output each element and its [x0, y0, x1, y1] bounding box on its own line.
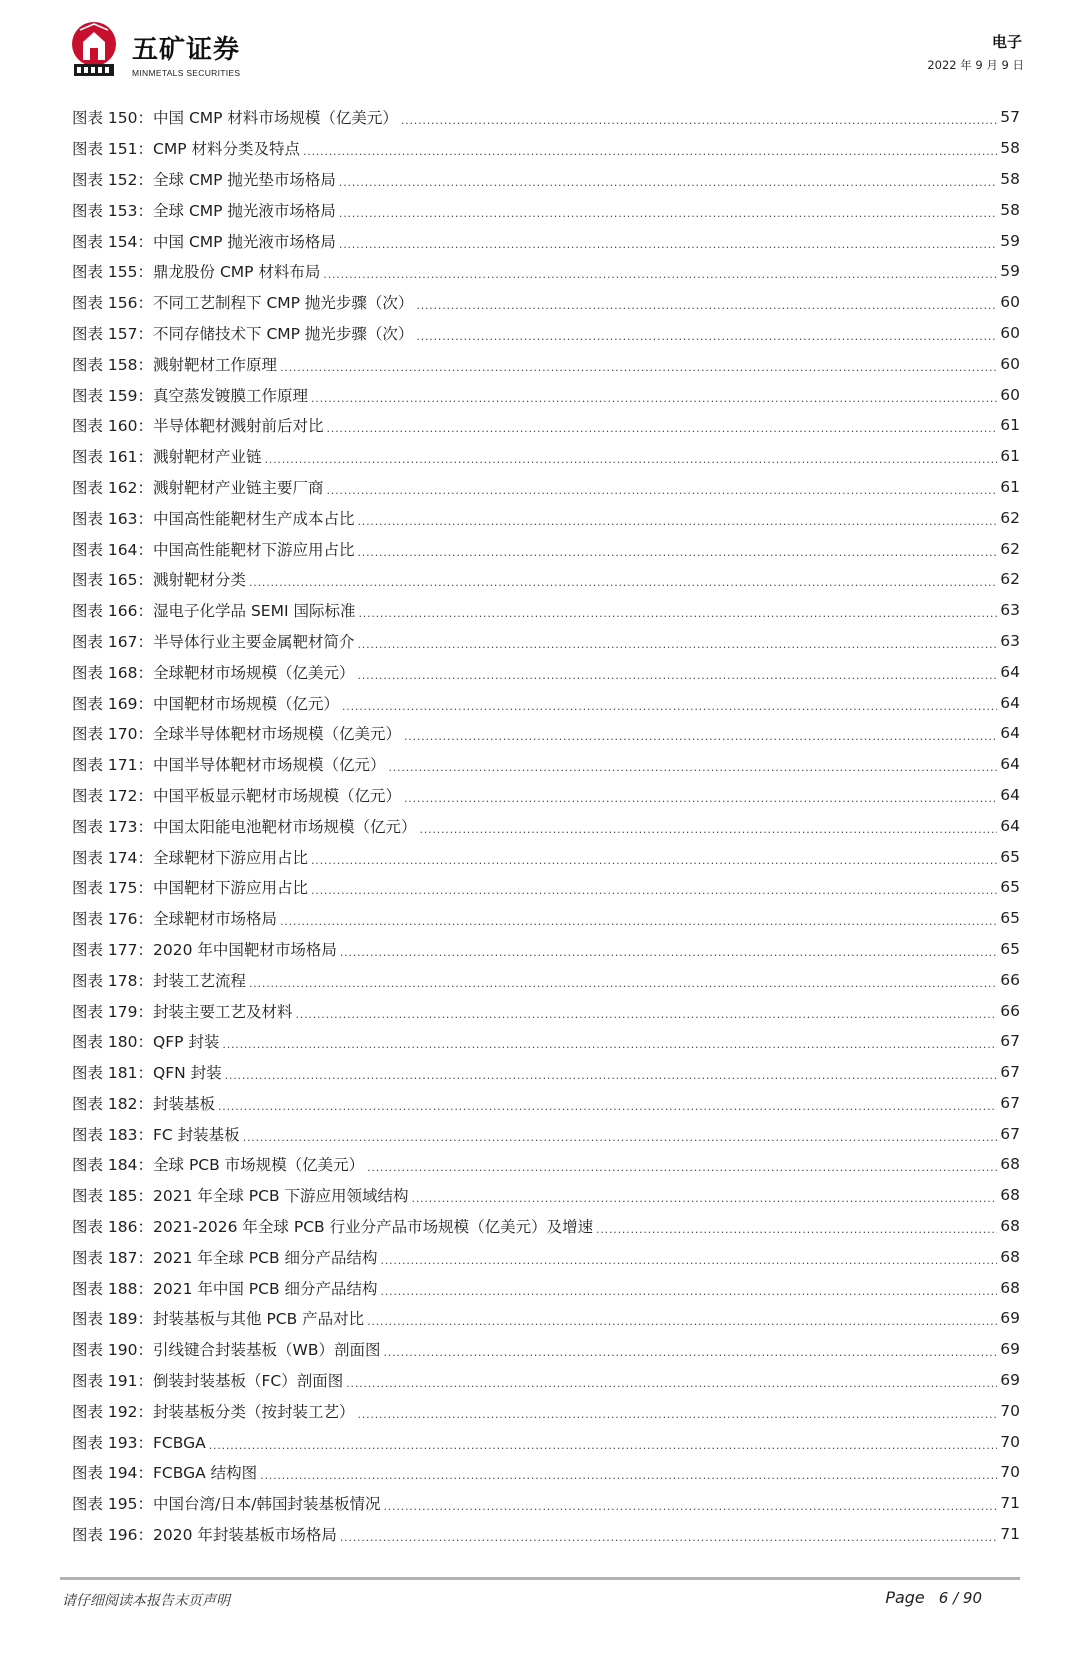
toc-entry-page: 59	[1000, 231, 1020, 250]
toc-dot-leader	[596, 1217, 997, 1235]
report-sector: 电子	[991, 33, 1022, 51]
toc-entry[interactable]	[72, 441, 1020, 472]
toc-entry[interactable]	[72, 1088, 1020, 1119]
toc-entry[interactable]	[72, 1149, 1020, 1180]
toc-dot-leader	[209, 1433, 998, 1451]
toc-entry-label: 图表 195：中国台湾/日本/韩国封装基板情况	[72, 1495, 381, 1514]
toc-entry-label: 图表 196：2020 年封装基板市场格局	[72, 1526, 337, 1545]
toc-dot-leader	[339, 201, 997, 219]
toc-dot-leader	[225, 1063, 998, 1081]
toc-dot-leader	[218, 1094, 997, 1112]
toc-entry[interactable]	[72, 841, 1020, 872]
toc-dot-leader	[340, 1525, 997, 1543]
toc-entry-label: 图表 182：封装基板	[72, 1094, 216, 1113]
toc-entry-page: 68	[1000, 1278, 1020, 1297]
toc-entry[interactable]	[72, 1519, 1020, 1550]
toc-entry[interactable]	[72, 379, 1020, 410]
toc-entry[interactable]	[72, 718, 1020, 749]
toc-entry-label: 图表 172：中国平板显示靶材市场规模（亿元）	[72, 786, 402, 805]
toc-entry[interactable]	[72, 1057, 1020, 1088]
brand-name-en: MINMETALS SECURITIES	[132, 68, 241, 78]
toc-entry-label: 图表 173：中国太阳能电池靶材市场规模（亿元）	[72, 817, 417, 836]
toc-dot-leader	[383, 1340, 997, 1358]
toc-entry-label: 图表 164：中国高性能靶材下游应用占比	[72, 540, 355, 559]
toc-entry-page: 60	[1000, 323, 1020, 342]
toc-entry-page: 69	[1000, 1371, 1020, 1390]
toc-entry-page: 61	[1000, 416, 1020, 435]
toc-entry-page: 58	[1000, 200, 1020, 219]
toc-entry-page: 65	[1000, 939, 1020, 958]
toc-entry-page: 69	[1000, 1309, 1020, 1328]
footer-disclaimer: 请仔细阅读本报告末页声明	[62, 1593, 230, 1609]
toc-entry[interactable]	[72, 749, 1020, 780]
toc-entry-label: 图表 176：全球靶材市场格局	[72, 910, 278, 929]
toc-entry-label: 图表 160：半导体靶材溅射前后对比	[72, 417, 324, 436]
toc-dot-leader	[416, 324, 997, 342]
toc-entry[interactable]	[72, 1026, 1020, 1057]
toc-entry-label: 图表 163：中国高性能靶材生产成本占比	[72, 509, 355, 528]
toc-dot-leader	[367, 1309, 997, 1327]
toc-entry-label: 图表 165：溅射靶材分类	[72, 571, 247, 590]
toc-entry-label: 图表 174：全球靶材下游应用占比	[72, 848, 309, 867]
toc-entry-label: 图表 184：全球 PCB 市场规模（亿美元）	[72, 1156, 365, 1175]
toc-entry[interactable]	[72, 1457, 1020, 1488]
toc-entry-page: 60	[1000, 354, 1020, 373]
toc-dot-leader	[404, 724, 997, 742]
toc-dot-leader	[260, 1463, 997, 1481]
toc-entry-page: 70	[1000, 1401, 1020, 1420]
toc-entry[interactable]	[72, 133, 1020, 164]
toc-entry-page: 71	[1000, 1525, 1020, 1544]
toc-entry-label: 图表 166：湿电子化学品 SEMI 国际标准	[72, 602, 356, 621]
toc-entry-page: 64	[1000, 755, 1020, 774]
toc-entry[interactable]	[72, 1272, 1020, 1303]
toc-entry-label: 图表 179：封装主要工艺及材料	[72, 1002, 293, 1021]
toc-entry-label: 图表 152：全球 CMP 抛光垫市场格局	[72, 170, 336, 189]
toc-dot-leader	[404, 786, 997, 804]
toc-entry-label: 图表 170：全球半导体靶材市场规模（亿美元）	[72, 725, 402, 744]
toc-entry-label: 图表 187：2021 年全球 PCB 细分产品结构	[72, 1248, 378, 1267]
toc-dot-leader	[358, 663, 998, 681]
toc-dot-leader	[358, 632, 998, 650]
toc-entry-label: 图表 161：溅射靶材产业链	[72, 448, 262, 467]
toc-entry-page: 70	[1000, 1463, 1020, 1482]
toc-dot-leader	[389, 755, 998, 773]
minmetals-logo-icon	[68, 20, 120, 80]
toc-dot-leader	[265, 447, 998, 465]
toc-entry-page: 67	[1000, 1032, 1020, 1051]
toc-entry[interactable]	[72, 1241, 1020, 1272]
toc-dot-leader	[381, 1248, 998, 1266]
toc-entry[interactable]	[72, 810, 1020, 841]
toc-dot-leader	[323, 262, 997, 280]
toc-dot-leader	[311, 386, 997, 404]
toc-dot-leader	[383, 1494, 997, 1512]
toc-entry-label: 图表 153：全球 CMP 抛光液市场格局	[72, 201, 336, 220]
toc-dot-leader	[249, 971, 997, 989]
toc-entry-label: 图表 155：鼎龙股份 CMP 材料布局	[72, 263, 321, 282]
toc-entry-page: 62	[1000, 539, 1020, 558]
toc-entry-page: 58	[1000, 139, 1020, 158]
toc-entry-page: 64	[1000, 693, 1020, 712]
toc-dot-leader	[280, 909, 997, 927]
toc-entry-page: 64	[1000, 816, 1020, 835]
toc-entry[interactable]	[72, 595, 1020, 626]
toc-entry[interactable]	[72, 564, 1020, 595]
toc-entry-label: 图表 162：溅射靶材产业链主要厂商	[72, 478, 324, 497]
toc-dot-leader	[311, 848, 997, 866]
toc-entry[interactable]	[72, 410, 1020, 441]
toc-dot-leader	[327, 416, 998, 434]
toc-dot-leader	[358, 1402, 998, 1420]
toc-entry-label: 图表 171：中国半导体靶材市场规模（亿元）	[72, 756, 386, 775]
toc-entry-page: 64	[1000, 785, 1020, 804]
page-word: Page	[885, 1588, 925, 1607]
toc-entry-label: 图表 189：封装基板与其他 PCB 产品对比	[72, 1310, 365, 1329]
toc-entry[interactable]	[72, 1395, 1020, 1426]
toc-entry-page: 68	[1000, 1247, 1020, 1266]
toc-entry-page: 62	[1000, 508, 1020, 527]
toc-entry[interactable]	[72, 472, 1020, 503]
toc-entry-label: 图表 151：CMP 材料分类及特点	[72, 140, 300, 159]
toc-entry[interactable]	[72, 348, 1020, 379]
toc-entry[interactable]	[72, 903, 1020, 934]
toc-entry-label: 图表 156：不同工艺制程下 CMP 抛光步骤（次）	[72, 294, 414, 313]
footer-divider	[60, 1577, 1020, 1580]
toc-entry[interactable]	[72, 502, 1020, 533]
toc-entry-label: 图表 175：中国靶材下游应用占比	[72, 879, 309, 898]
figure-index-list	[72, 102, 1020, 1549]
toc-entry-page: 60	[1000, 385, 1020, 404]
toc-entry-page: 69	[1000, 1340, 1020, 1359]
page-number: 6 / 90	[938, 1589, 982, 1607]
toc-entry-page: 60	[1000, 293, 1020, 312]
toc-entry[interactable]	[72, 656, 1020, 687]
toc-entry[interactable]	[72, 194, 1020, 225]
toc-entry[interactable]	[72, 164, 1020, 195]
toc-dot-leader	[340, 940, 997, 958]
toc-dot-leader	[416, 293, 997, 311]
toc-entry-label: 图表 191：倒装封装基板（FC）剖面图	[72, 1372, 344, 1391]
toc-entry-label: 图表 194：FCBGA 结构图	[72, 1464, 258, 1483]
toc-dot-leader	[412, 1186, 998, 1204]
toc-entry-label: 图表 190：引线键合封装基板（WB）剖面图	[72, 1341, 381, 1360]
toc-entry[interactable]	[72, 1180, 1020, 1211]
toc-entry-page: 67	[1000, 1063, 1020, 1082]
toc-entry[interactable]	[72, 995, 1020, 1026]
brand-name-cn: 五矿证券	[132, 35, 241, 65]
toc-entry-page: 59	[1000, 262, 1020, 281]
toc-entry[interactable]	[72, 225, 1020, 256]
toc-entry-page: 58	[1000, 169, 1020, 188]
toc-entry[interactable]	[72, 1211, 1020, 1242]
toc-dot-leader	[401, 108, 997, 126]
toc-entry[interactable]	[72, 1365, 1020, 1396]
toc-entry-label: 图表 154：中国 CMP 抛光液市场格局	[72, 232, 336, 251]
toc-entry-page: 64	[1000, 662, 1020, 681]
toc-dot-leader	[222, 1032, 997, 1050]
toc-dot-leader	[311, 878, 997, 896]
toc-entry-page: 61	[1000, 477, 1020, 496]
toc-entry[interactable]	[72, 1488, 1020, 1519]
toc-dot-leader	[358, 540, 998, 558]
toc-dot-leader	[280, 355, 997, 373]
toc-entry-page: 65	[1000, 878, 1020, 897]
toc-dot-leader	[342, 694, 997, 712]
toc-entry[interactable]	[72, 964, 1020, 995]
toc-entry-label: 图表 181：QFN 封装	[72, 1064, 222, 1083]
toc-dot-leader	[346, 1371, 997, 1389]
toc-entry-label: 图表 157：不同存储技术下 CMP 抛光步骤（次）	[72, 324, 414, 343]
toc-entry-page: 70	[1000, 1432, 1020, 1451]
toc-entry[interactable]	[72, 1426, 1020, 1457]
toc-entry-page: 66	[1000, 1001, 1020, 1020]
toc-entry-label: 图表 168：全球靶材市场规模（亿美元）	[72, 663, 355, 682]
toc-entry-page: 63	[1000, 601, 1020, 620]
toc-entry-page: 68	[1000, 1155, 1020, 1174]
toc-dot-leader	[358, 601, 997, 619]
toc-entry-page: 57	[1000, 108, 1020, 127]
toc-entry-label: 图表 177：2020 年中国靶材市场格局	[72, 940, 337, 959]
toc-entry-page: 68	[1000, 1217, 1020, 1236]
toc-entry-label: 图表 180：QFP 封装	[72, 1033, 220, 1052]
toc-entry[interactable]	[72, 1303, 1020, 1334]
toc-dot-leader	[339, 232, 997, 250]
toc-dot-leader	[243, 1125, 998, 1143]
toc-entry-label: 图表 188：2021 年中国 PCB 细分产品结构	[72, 1279, 378, 1298]
toc-entry-page: 67	[1000, 1124, 1020, 1143]
toc-entry[interactable]	[72, 626, 1020, 657]
toc-entry-page: 62	[1000, 570, 1020, 589]
toc-entry-label: 图表 185：2021 年全球 PCB 下游应用领域结构	[72, 1187, 409, 1206]
toc-entry-label: 图表 167：半导体行业主要金属靶材简介	[72, 632, 355, 651]
toc-entry-page: 65	[1000, 847, 1020, 866]
toc-entry-label: 图表 193：FCBGA	[72, 1433, 206, 1452]
toc-entry-page: 66	[1000, 970, 1020, 989]
toc-entry[interactable]	[72, 780, 1020, 811]
toc-dot-leader	[420, 817, 998, 835]
toc-entry[interactable]	[72, 687, 1020, 718]
toc-entry[interactable]	[72, 1118, 1020, 1149]
toc-dot-leader	[327, 478, 998, 496]
page-header	[0, 0, 1080, 90]
toc-entry[interactable]	[72, 318, 1020, 349]
footer-page-indicator	[885, 1588, 982, 1607]
toc-entry-page: 64	[1000, 724, 1020, 743]
toc-entry-page: 67	[1000, 1093, 1020, 1112]
toc-entry-label: 图表 150：中国 CMP 材料市场规模（亿美元）	[72, 109, 398, 128]
toc-entry-label: 图表 178：封装工艺流程	[72, 971, 247, 990]
toc-entry-label: 图表 183：FC 封装基板	[72, 1125, 240, 1144]
toc-entry[interactable]	[72, 1334, 1020, 1365]
toc-entry-page: 63	[1000, 631, 1020, 650]
toc-entry[interactable]	[72, 934, 1020, 965]
toc-dot-leader	[296, 1002, 998, 1020]
toc-entry-label: 图表 159：真空蒸发镀膜工作原理	[72, 386, 309, 405]
toc-entry-page: 61	[1000, 447, 1020, 466]
toc-entry-page: 68	[1000, 1186, 1020, 1205]
toc-entry[interactable]	[72, 533, 1020, 564]
toc-entry[interactable]	[72, 256, 1020, 287]
toc-entry-label: 图表 186：2021-2026 年全球 PCB 行业分产品市场规模（亿美元）及增速	[72, 1218, 594, 1237]
toc-dot-leader	[339, 170, 997, 188]
toc-entry-label: 图表 158：溅射靶材工作原理	[72, 355, 278, 374]
toc-dot-leader	[249, 570, 997, 588]
report-date: 2022 年 9 月 9 日	[927, 58, 1024, 72]
toc-dot-leader	[303, 139, 997, 157]
toc-entry[interactable]	[72, 872, 1020, 903]
toc-entry[interactable]	[72, 102, 1020, 133]
toc-entry-label: 图表 169：中国靶材市场规模（亿元）	[72, 694, 340, 713]
toc-entry-page: 71	[1000, 1494, 1020, 1513]
toc-entry-label: 图表 192：封装基板分类（按封装工艺）	[72, 1402, 355, 1421]
toc-entry[interactable]	[72, 287, 1020, 318]
toc-dot-leader	[381, 1279, 998, 1297]
toc-dot-leader	[358, 509, 998, 527]
toc-dot-leader	[367, 1155, 997, 1173]
toc-entry-page: 65	[1000, 909, 1020, 928]
